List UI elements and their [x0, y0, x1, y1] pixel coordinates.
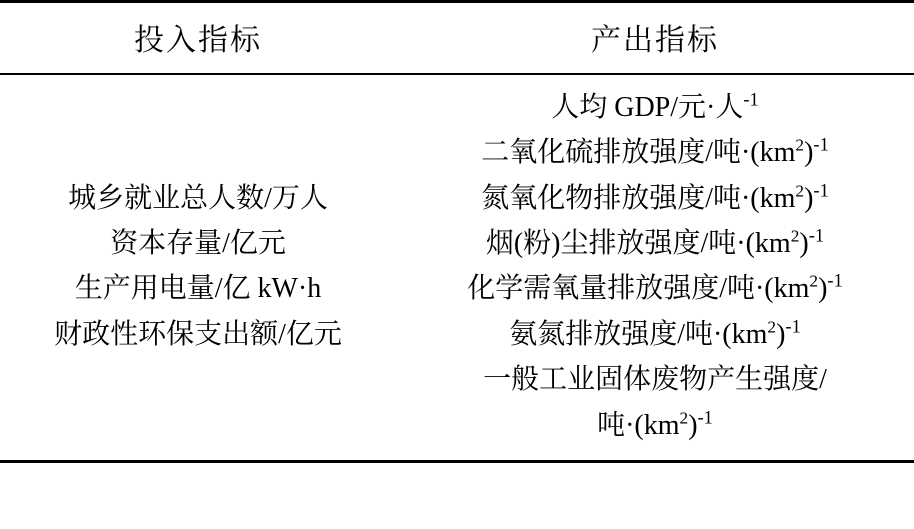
list-item-tail: ) — [776, 318, 786, 350]
list-item-text: 二氧化硫排放强度/吨·(km — [481, 137, 796, 169]
list-item-tail: ) — [804, 182, 814, 214]
list-item: 生产用电量/亿 kW·h — [74, 273, 322, 305]
list-item — [396, 85, 914, 130]
list-item-tail: ) — [799, 228, 809, 260]
list-item-superscript: 2 — [795, 181, 805, 201]
input-indicators-cell — [0, 74, 396, 461]
output-indicators-cell — [396, 74, 914, 461]
list-item-text: 化学需氧量排放强度/吨·(km — [467, 273, 810, 305]
table-body — [0, 74, 914, 461]
list-item-text: 人均 GDP/元·人 — [551, 92, 744, 123]
list-item-exponent: -1 — [813, 135, 829, 156]
list-item-superscript: 2 — [790, 226, 800, 246]
list-item-exponent: -1 — [808, 225, 825, 246]
list-item-text: 烟(粉)尘排放强度/吨·(km — [485, 228, 791, 260]
column-header-input: 投入指标 — [134, 24, 262, 57]
table-header-row — [0, 2, 914, 75]
list-item — [396, 403, 914, 448]
list-item-text: 吨·(km — [597, 409, 680, 441]
list-item-text: 一般工业固体废物产生强度/ — [483, 364, 827, 396]
list-item — [396, 357, 914, 402]
list-item: 资本存量/亿元 — [110, 228, 286, 260]
list-item — [396, 221, 914, 266]
column-header-output: 产出指标 — [591, 24, 719, 57]
list-item: 财政性环保支出额/亿元 — [54, 318, 342, 350]
list-item-superscript: 2 — [809, 272, 819, 292]
list-item — [396, 266, 914, 311]
list-item-text: 氮氧化物排放强度/吨·(km — [481, 182, 796, 214]
list-item-exponent: -1 — [785, 316, 801, 337]
list-item-superscript: 2 — [679, 408, 689, 428]
list-item: 城乡就业总人数/万人 — [68, 182, 328, 214]
table-header — [0, 2, 914, 75]
list-item-exponent: -1 — [743, 89, 759, 110]
list-item-exponent: -1 — [813, 180, 829, 201]
list-item-tail: ) — [818, 273, 828, 305]
table-row — [0, 74, 914, 461]
list-item — [396, 176, 914, 221]
list-item-text: 氨氮排放强度/吨·(km — [509, 318, 768, 350]
list-item-exponent: -1 — [697, 407, 713, 428]
list-item-superscript: 2 — [795, 136, 805, 156]
list-item-exponent: -1 — [827, 271, 843, 292]
list-item-tail: ) — [804, 137, 814, 169]
list-item-superscript: 2 — [767, 317, 777, 337]
list-item — [396, 312, 914, 357]
list-item — [396, 130, 914, 175]
list-item-tail: ) — [688, 409, 698, 441]
